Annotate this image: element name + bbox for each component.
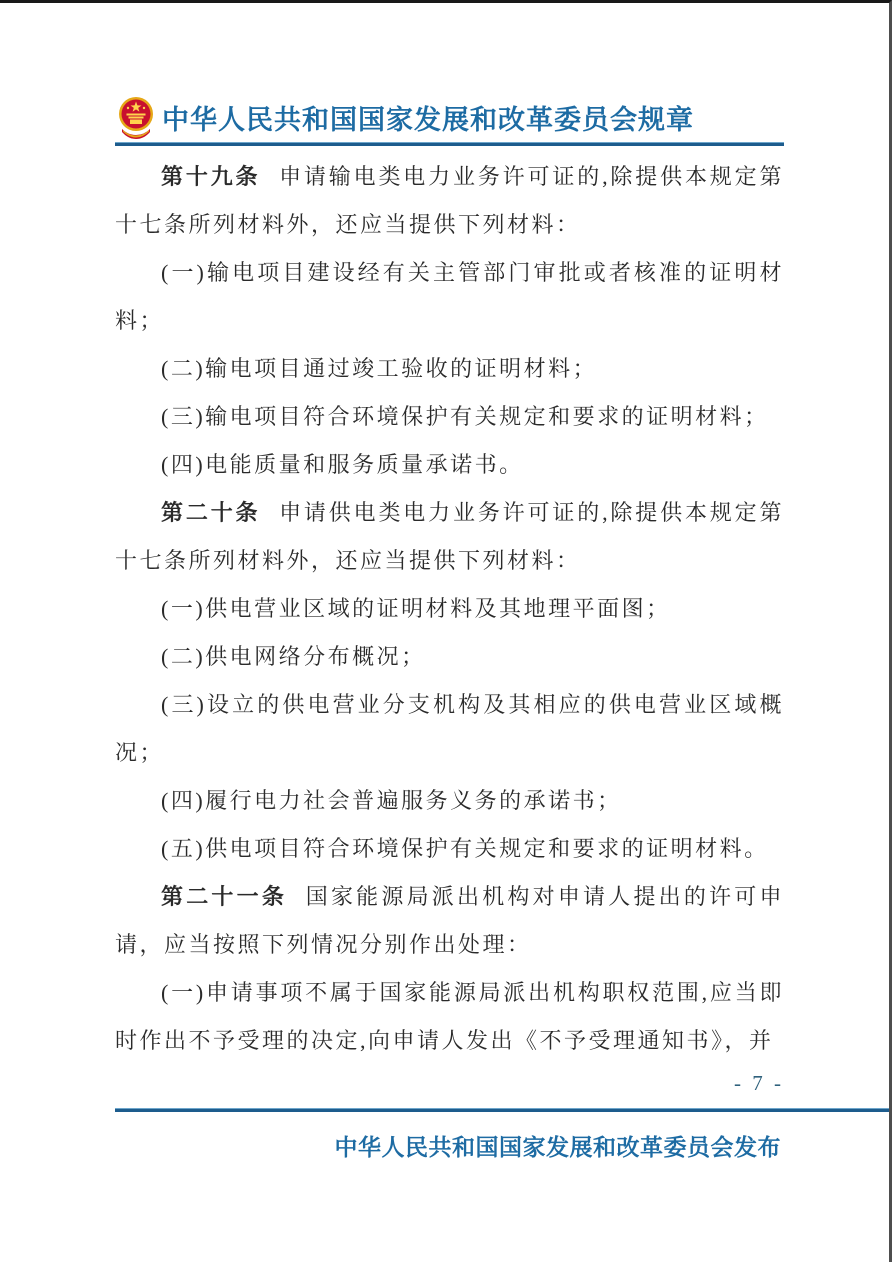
paragraph: (一)申请事项不属于国家能源局派出机构职权范围,应当即时作出不予受理的决定,向申请人发出《不予受理通知书》，并 — [115, 980, 784, 1053]
paragraph: (三)输电项目符合环境保护有关规定和要求的证明材料； — [161, 404, 769, 429]
paragraph: (四)电能质量和服务质量承诺书。 — [161, 452, 524, 477]
paragraph: (四)履行电力社会普遍服务义务的承诺书； — [161, 788, 622, 813]
article-number: 第十九条 — [161, 164, 261, 189]
footer-rule — [115, 1108, 892, 1112]
paragraph: (二)输电项目通过竣工验收的证明材料； — [161, 356, 598, 381]
national-emblem-icon — [118, 95, 154, 139]
paragraph: 第二十一条 国家能源局派出机构对申请人提出的许可申请，应当按照下列情况分别作出处理： — [115, 884, 784, 957]
paragraph: (一)输电项目建设经有关主管部门审批或者核准的证明材料； — [115, 260, 784, 333]
page-number: - 7 - — [734, 1071, 784, 1095]
paragraph: 第二十条 申请供电类电力业务许可证的,除提供本规定第十七条所列材料外，还应当提供下列材料： — [115, 500, 784, 573]
document-body — [115, 153, 784, 1065]
footer-publisher: 中华人民共和国国家发展和改革委员会发布 — [334, 1134, 781, 1160]
page-header — [118, 95, 787, 139]
paragraph: 第十九条 申请输电类电力业务许可证的,除提供本规定第十七条所列材料外，还应当提供下列材料： — [115, 164, 784, 237]
header-title: 中华人民共和国国家发展和改革委员会规章 — [162, 104, 694, 135]
header-rule — [115, 142, 784, 146]
article-number: 第二十一条 — [161, 884, 288, 909]
paragraph: (一)供电营业区域的证明材料及其地理平面图； — [161, 596, 671, 621]
paragraph: (五)供电项目符合环境保护有关规定和要求的证明材料。 — [161, 836, 769, 861]
paragraph: (二)供电网络分布概况； — [161, 644, 426, 669]
paragraph: (三)设立的供电营业分支机构及其相应的供电营业区域概况； — [115, 692, 784, 765]
article-number: 第二十条 — [161, 500, 261, 525]
